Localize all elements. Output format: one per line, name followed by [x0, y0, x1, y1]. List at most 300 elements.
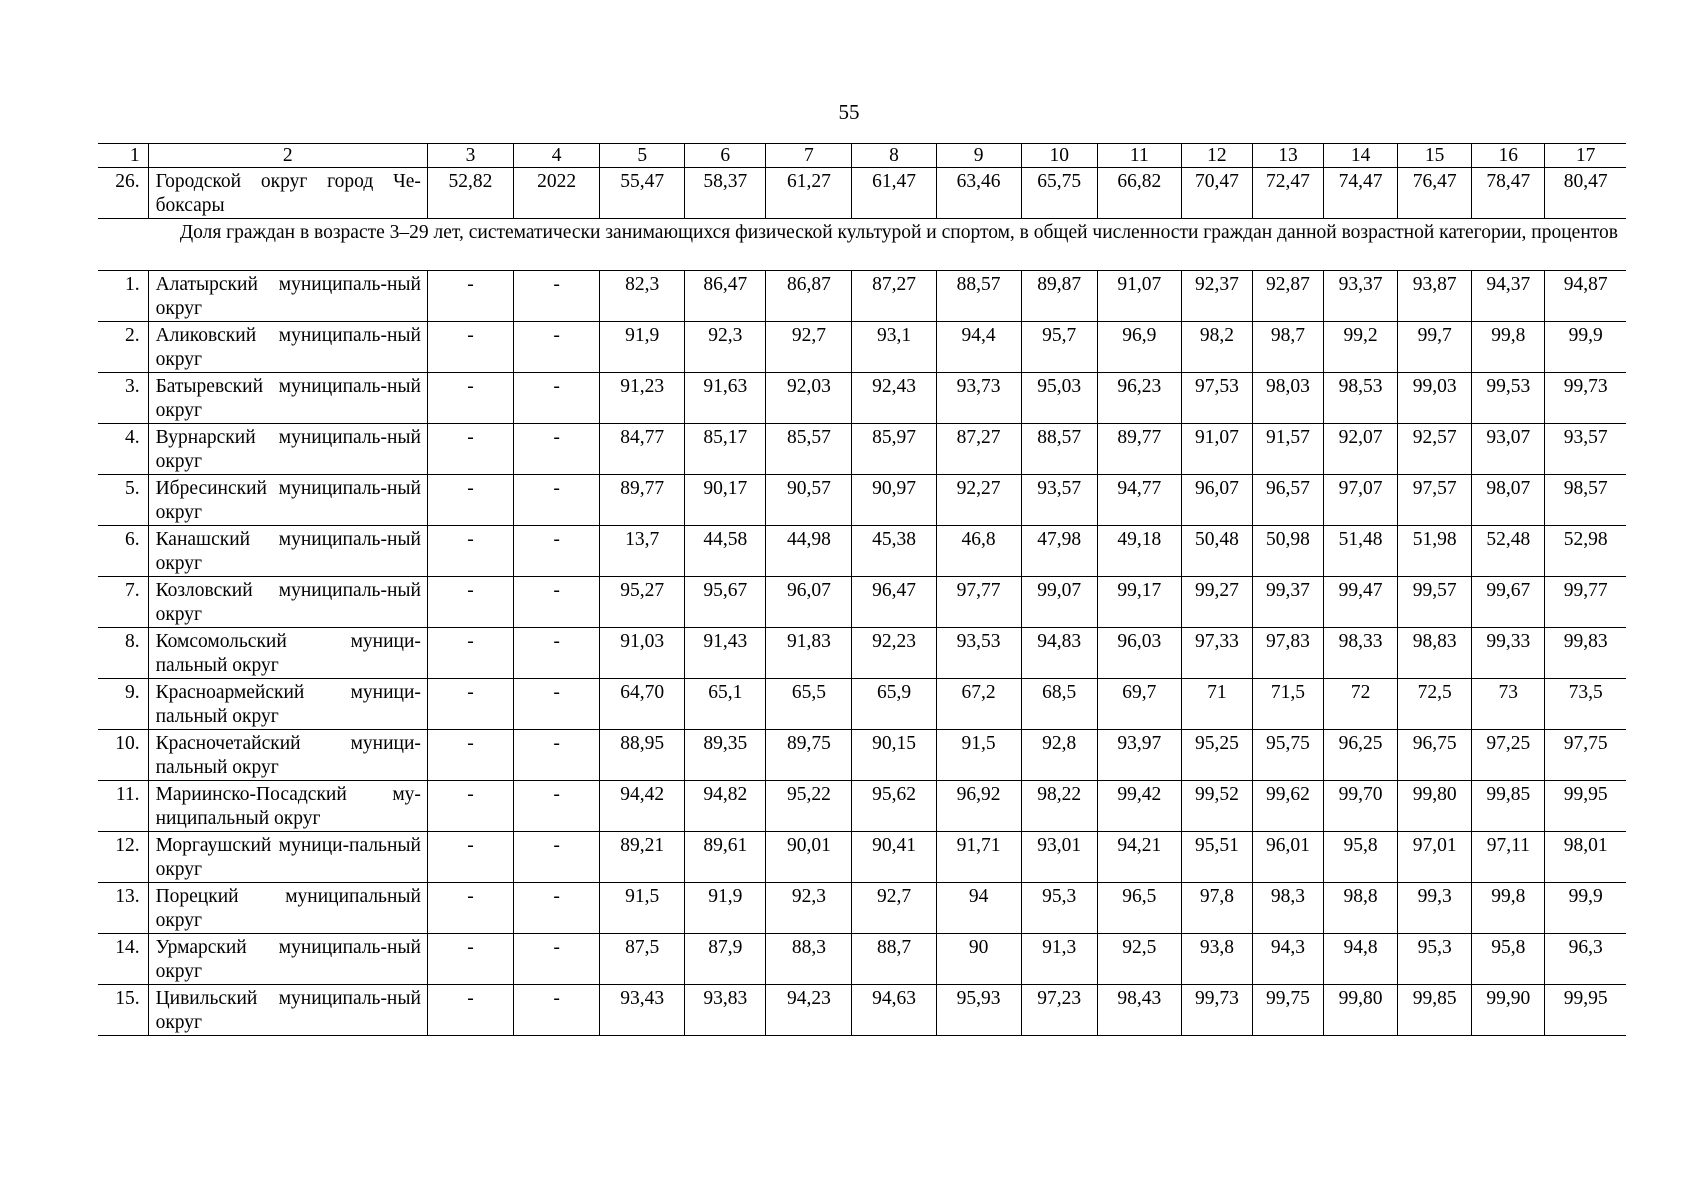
row-value: 89,77: [1097, 424, 1181, 475]
row-value: 97,77: [936, 577, 1021, 628]
row-value: 97,07: [1324, 475, 1398, 526]
row-name: Моргаушский муници-пальный округ: [148, 832, 427, 883]
row-value: 94,82: [685, 781, 766, 832]
row-value: 98,83: [1398, 628, 1472, 679]
row-value: 99,52: [1181, 781, 1252, 832]
row-value: 91,71: [936, 832, 1021, 883]
column-number: 1: [98, 144, 148, 168]
row-value: 91,03: [600, 628, 685, 679]
row-value: -: [427, 883, 513, 934]
row-value: 78,47: [1472, 168, 1545, 219]
row-value: 98,2: [1181, 322, 1252, 373]
row-value: -: [427, 679, 513, 730]
column-number: 11: [1097, 144, 1181, 168]
table-row: [98, 424, 1626, 475]
table-row: [98, 628, 1626, 679]
row-value: 65,9: [852, 679, 936, 730]
row-value: 99,27: [1181, 577, 1252, 628]
row-value: -: [514, 373, 600, 424]
row-value: 2022: [514, 168, 600, 219]
row-value: -: [427, 730, 513, 781]
row-value: 89,61: [685, 832, 766, 883]
row-value: -: [427, 832, 513, 883]
row-name: Канашский муниципаль-ный округ: [148, 526, 427, 577]
row-value: 99,73: [1181, 985, 1252, 1036]
row-value: -: [514, 934, 600, 985]
row-value: 97,25: [1472, 730, 1545, 781]
row-value: 99,77: [1545, 577, 1626, 628]
row-value: 93,1: [852, 322, 936, 373]
row-value: -: [427, 526, 513, 577]
row-value: 47,98: [1021, 526, 1097, 577]
row-value: 94,42: [600, 781, 685, 832]
row-value: 63,46: [936, 168, 1021, 219]
row-value: 88,57: [936, 271, 1021, 322]
row-value: -: [427, 271, 513, 322]
row-number: 9.: [98, 679, 148, 730]
row-value: 91,83: [766, 628, 852, 679]
row-value: 72,47: [1252, 168, 1323, 219]
row-value: 88,3: [766, 934, 852, 985]
table-row: [98, 168, 1626, 219]
column-number: 9: [936, 144, 1021, 168]
row-value: 92,8: [1021, 730, 1097, 781]
column-number: 13: [1252, 144, 1323, 168]
row-name: Козловский муниципаль-ный округ: [148, 577, 427, 628]
row-value: -: [514, 628, 600, 679]
row-name: Батыревский муниципаль-ный округ: [148, 373, 427, 424]
row-value: 80,47: [1545, 168, 1626, 219]
row-number: 12.: [98, 832, 148, 883]
row-value: 97,57: [1398, 475, 1472, 526]
row-value: 67,2: [936, 679, 1021, 730]
row-value: -: [427, 985, 513, 1036]
row-value: 99,70: [1324, 781, 1398, 832]
row-value: 95,3: [1398, 934, 1472, 985]
row-number: 14.: [98, 934, 148, 985]
row-name: Красночетайский муници-пальный округ: [148, 730, 427, 781]
row-value: 88,7: [852, 934, 936, 985]
row-value: 96,25: [1324, 730, 1398, 781]
row-value: 92,03: [766, 373, 852, 424]
column-number: 15: [1398, 144, 1472, 168]
row-value: 13,7: [600, 526, 685, 577]
column-number: 7: [766, 144, 852, 168]
row-number: 13.: [98, 883, 148, 934]
row-value: 92,57: [1398, 424, 1472, 475]
row-value: 95,25: [1181, 730, 1252, 781]
row-name: Алатырский муниципаль-ный округ: [148, 271, 427, 322]
row-number: 2.: [98, 322, 148, 373]
row-value: 50,48: [1181, 526, 1252, 577]
row-value: 97,83: [1252, 628, 1323, 679]
row-value: 94,4: [936, 322, 1021, 373]
row-value: 95,8: [1324, 832, 1398, 883]
row-value: 99,3: [1398, 883, 1472, 934]
row-value: 91,63: [685, 373, 766, 424]
section-caption-row: [98, 219, 1626, 271]
table-row: [98, 475, 1626, 526]
column-number: 12: [1181, 144, 1252, 168]
row-value: 64,70: [600, 679, 685, 730]
row-number: 15.: [98, 985, 148, 1036]
row-value: 99,75: [1252, 985, 1323, 1036]
row-value: 91,23: [600, 373, 685, 424]
row-value: 58,37: [685, 168, 766, 219]
row-value: 98,01: [1545, 832, 1626, 883]
row-value: 96,5: [1097, 883, 1181, 934]
row-value: 91,57: [1252, 424, 1323, 475]
row-value: 87,27: [852, 271, 936, 322]
row-value: 92,07: [1324, 424, 1398, 475]
row-value: -: [514, 985, 600, 1036]
row-value: 92,37: [1181, 271, 1252, 322]
row-value: 55,47: [600, 168, 685, 219]
row-value: 93,57: [1545, 424, 1626, 475]
table-row: [98, 832, 1626, 883]
row-value: 99,17: [1097, 577, 1181, 628]
row-value: 96,07: [1181, 475, 1252, 526]
row-value: 96,75: [1398, 730, 1472, 781]
row-value: 45,38: [852, 526, 936, 577]
row-value: 99,57: [1398, 577, 1472, 628]
table-row: [98, 577, 1626, 628]
row-value: 97,11: [1472, 832, 1545, 883]
table-row: [98, 373, 1626, 424]
row-value: 97,33: [1181, 628, 1252, 679]
table-row: [98, 730, 1626, 781]
section-caption: Доля граждан в возрасте 3–29 лет, систематически занимающихся физической культурой и спортом, в общей численности граждан данной возрастной категории, процентов: [98, 219, 1626, 271]
row-value: 95,03: [1021, 373, 1097, 424]
row-value: 99,07: [1021, 577, 1097, 628]
row-value: -: [427, 628, 513, 679]
row-value: -: [514, 577, 600, 628]
row-value: 98,53: [1324, 373, 1398, 424]
row-value: 92,3: [685, 322, 766, 373]
row-value: 89,35: [685, 730, 766, 781]
row-value: 46,8: [936, 526, 1021, 577]
row-value: 92,43: [852, 373, 936, 424]
row-value: 95,7: [1021, 322, 1097, 373]
row-value: -: [514, 475, 600, 526]
row-value: 94,23: [766, 985, 852, 1036]
row-value: 90,41: [852, 832, 936, 883]
row-value: 90,01: [766, 832, 852, 883]
row-value: 97,23: [1021, 985, 1097, 1036]
row-value: 90,17: [685, 475, 766, 526]
row-value: 95,51: [1181, 832, 1252, 883]
column-number-row: [98, 144, 1626, 168]
table-row: [98, 526, 1626, 577]
row-value: 93,37: [1324, 271, 1398, 322]
row-value: 92,27: [936, 475, 1021, 526]
row-value: 93,07: [1472, 424, 1545, 475]
row-value: 94,77: [1097, 475, 1181, 526]
row-value: 94,63: [852, 985, 936, 1036]
row-value: 93,53: [936, 628, 1021, 679]
row-value: 87,9: [685, 934, 766, 985]
row-value: 91,43: [685, 628, 766, 679]
row-value: 94: [936, 883, 1021, 934]
row-number: 11.: [98, 781, 148, 832]
row-value: 95,93: [936, 985, 1021, 1036]
row-value: 52,98: [1545, 526, 1626, 577]
row-number: 26.: [98, 168, 148, 219]
row-value: 99,83: [1545, 628, 1626, 679]
column-number: 16: [1472, 144, 1545, 168]
row-value: 99,67: [1472, 577, 1545, 628]
row-value: 87,27: [936, 424, 1021, 475]
row-name: Мариинско-Посадский му-ниципальный округ: [148, 781, 427, 832]
row-value: 86,87: [766, 271, 852, 322]
column-number: 10: [1021, 144, 1097, 168]
row-value: 96,57: [1252, 475, 1323, 526]
row-value: -: [514, 271, 600, 322]
row-value: 85,17: [685, 424, 766, 475]
row-value: 89,77: [600, 475, 685, 526]
row-value: 99,03: [1398, 373, 1472, 424]
row-value: -: [514, 322, 600, 373]
row-value: 99,9: [1545, 883, 1626, 934]
row-value: 85,57: [766, 424, 852, 475]
table-row: [98, 883, 1626, 934]
row-value: 99,73: [1545, 373, 1626, 424]
row-value: 97,01: [1398, 832, 1472, 883]
row-value: 91,07: [1181, 424, 1252, 475]
row-value: 72,5: [1398, 679, 1472, 730]
row-value: 82,3: [600, 271, 685, 322]
row-value: 94,37: [1472, 271, 1545, 322]
row-value: 93,57: [1021, 475, 1097, 526]
row-value: 50,98: [1252, 526, 1323, 577]
row-value: 88,57: [1021, 424, 1097, 475]
row-value: 84,77: [600, 424, 685, 475]
row-value: 91,07: [1097, 271, 1181, 322]
row-value: 52,82: [427, 168, 513, 219]
row-value: 74,47: [1324, 168, 1398, 219]
row-value: 61,27: [766, 168, 852, 219]
row-value: 94,8: [1324, 934, 1398, 985]
column-number: 3: [427, 144, 513, 168]
row-value: 91,5: [936, 730, 1021, 781]
column-number: 6: [685, 144, 766, 168]
row-value: 65,75: [1021, 168, 1097, 219]
row-value: 65,5: [766, 679, 852, 730]
row-value: 99,9: [1545, 322, 1626, 373]
row-value: 92,7: [852, 883, 936, 934]
row-value: 99,53: [1472, 373, 1545, 424]
row-value: 90,97: [852, 475, 936, 526]
row-value: 99,85: [1398, 985, 1472, 1036]
row-value: 98,07: [1472, 475, 1545, 526]
row-value: 89,87: [1021, 271, 1097, 322]
row-number: 4.: [98, 424, 148, 475]
row-value: 93,01: [1021, 832, 1097, 883]
row-value: 70,47: [1181, 168, 1252, 219]
row-value: -: [427, 373, 513, 424]
row-value: 71,5: [1252, 679, 1323, 730]
row-value: 96,3: [1545, 934, 1626, 985]
row-value: 93,8: [1181, 934, 1252, 985]
row-value: 96,9: [1097, 322, 1181, 373]
table-row: [98, 985, 1626, 1036]
row-value: -: [427, 934, 513, 985]
row-value: 92,23: [852, 628, 936, 679]
row-value: 91,3: [1021, 934, 1097, 985]
row-value: 94,87: [1545, 271, 1626, 322]
row-value: 89,75: [766, 730, 852, 781]
row-value: 96,47: [852, 577, 936, 628]
row-value: 49,18: [1097, 526, 1181, 577]
row-value: 97,8: [1181, 883, 1252, 934]
row-value: 99,80: [1324, 985, 1398, 1036]
row-value: 91,5: [600, 883, 685, 934]
row-value: -: [514, 730, 600, 781]
row-value: 99,33: [1472, 628, 1545, 679]
table-row: [98, 781, 1626, 832]
row-number: 7.: [98, 577, 148, 628]
row-value: 99,85: [1472, 781, 1545, 832]
row-number: 8.: [98, 628, 148, 679]
row-value: 65,1: [685, 679, 766, 730]
row-value: -: [514, 883, 600, 934]
row-value: 99,42: [1097, 781, 1181, 832]
row-value: 99,95: [1545, 781, 1626, 832]
row-value: 99,7: [1398, 322, 1472, 373]
row-value: 90: [936, 934, 1021, 985]
row-value: 88,95: [600, 730, 685, 781]
row-value: 73,5: [1545, 679, 1626, 730]
row-value: 95,67: [685, 577, 766, 628]
row-value: 93,83: [685, 985, 766, 1036]
column-number: 5: [600, 144, 685, 168]
row-value: 94,3: [1252, 934, 1323, 985]
table-row: [98, 934, 1626, 985]
row-value: 91,9: [685, 883, 766, 934]
row-value: 66,82: [1097, 168, 1181, 219]
data-table: [98, 143, 1626, 1036]
row-name: Ибресинский муниципаль-ный округ: [148, 475, 427, 526]
row-value: 97,75: [1545, 730, 1626, 781]
row-name: Порецкий муниципальный округ: [148, 883, 427, 934]
row-value: 95,22: [766, 781, 852, 832]
row-value: -: [514, 679, 600, 730]
row-number: 10.: [98, 730, 148, 781]
row-value: 91,9: [600, 322, 685, 373]
row-value: -: [514, 832, 600, 883]
column-number: 17: [1545, 144, 1626, 168]
row-value: 98,7: [1252, 322, 1323, 373]
row-value: -: [427, 322, 513, 373]
row-name: Урмарский муниципаль-ный округ: [148, 934, 427, 985]
row-value: 99,80: [1398, 781, 1472, 832]
table-row: [98, 679, 1626, 730]
row-value: 93,87: [1398, 271, 1472, 322]
row-value: 92,7: [766, 322, 852, 373]
row-name: Комсомольский муници-пальный округ: [148, 628, 427, 679]
row-value: 76,47: [1398, 168, 1472, 219]
row-value: 96,01: [1252, 832, 1323, 883]
row-value: 98,03: [1252, 373, 1323, 424]
row-value: 94,83: [1021, 628, 1097, 679]
row-value: 96,92: [936, 781, 1021, 832]
row-value: 98,22: [1021, 781, 1097, 832]
row-name: Красноармейский муници-пальный округ: [148, 679, 427, 730]
row-value: 99,8: [1472, 883, 1545, 934]
column-number: 2: [148, 144, 427, 168]
row-value: 87,5: [600, 934, 685, 985]
column-number: 14: [1324, 144, 1398, 168]
row-value: 72: [1324, 679, 1398, 730]
row-value: 95,8: [1472, 934, 1545, 985]
row-value: 98,57: [1545, 475, 1626, 526]
row-value: -: [514, 526, 600, 577]
row-name: Цивильский муниципаль-ный округ: [148, 985, 427, 1036]
row-value: -: [427, 781, 513, 832]
table-row: [98, 322, 1626, 373]
row-value: 73: [1472, 679, 1545, 730]
row-number: 1.: [98, 271, 148, 322]
row-value: 90,57: [766, 475, 852, 526]
row-value: 68,5: [1021, 679, 1097, 730]
row-value: 98,8: [1324, 883, 1398, 934]
row-value: 44,58: [685, 526, 766, 577]
row-value: -: [514, 424, 600, 475]
row-value: -: [427, 424, 513, 475]
row-value: 93,43: [600, 985, 685, 1036]
row-value: 96,07: [766, 577, 852, 628]
row-value: 92,5: [1097, 934, 1181, 985]
row-value: 99,90: [1472, 985, 1545, 1036]
column-number: 4: [514, 144, 600, 168]
row-value: 98,3: [1252, 883, 1323, 934]
row-value: 98,43: [1097, 985, 1181, 1036]
row-value: 99,8: [1472, 322, 1545, 373]
row-value: 99,2: [1324, 322, 1398, 373]
row-value: 95,75: [1252, 730, 1323, 781]
row-value: 51,98: [1398, 526, 1472, 577]
row-value: 61,47: [852, 168, 936, 219]
row-value: 94,21: [1097, 832, 1181, 883]
row-value: 71: [1181, 679, 1252, 730]
row-value: -: [514, 781, 600, 832]
row-value: 92,87: [1252, 271, 1323, 322]
row-number: 6.: [98, 526, 148, 577]
row-value: 95,27: [600, 577, 685, 628]
row-value: 99,47: [1324, 577, 1398, 628]
row-value: 89,21: [600, 832, 685, 883]
row-value: 52,48: [1472, 526, 1545, 577]
row-value: 96,03: [1097, 628, 1181, 679]
row-value: 97,53: [1181, 373, 1252, 424]
row-value: 51,48: [1324, 526, 1398, 577]
row-value: -: [427, 475, 513, 526]
page-number: 55: [838, 100, 860, 124]
row-value: 95,62: [852, 781, 936, 832]
row-value: 93,97: [1097, 730, 1181, 781]
row-value: 86,47: [685, 271, 766, 322]
row-value: 99,95: [1545, 985, 1626, 1036]
row-name: Городской округ город Че-боксары: [148, 168, 427, 219]
row-number: 3.: [98, 373, 148, 424]
row-value: 44,98: [766, 526, 852, 577]
row-value: 93,73: [936, 373, 1021, 424]
row-value: 92,3: [766, 883, 852, 934]
row-value: 99,62: [1252, 781, 1323, 832]
table-row: [98, 271, 1626, 322]
row-number: 5.: [98, 475, 148, 526]
row-value: 90,15: [852, 730, 936, 781]
